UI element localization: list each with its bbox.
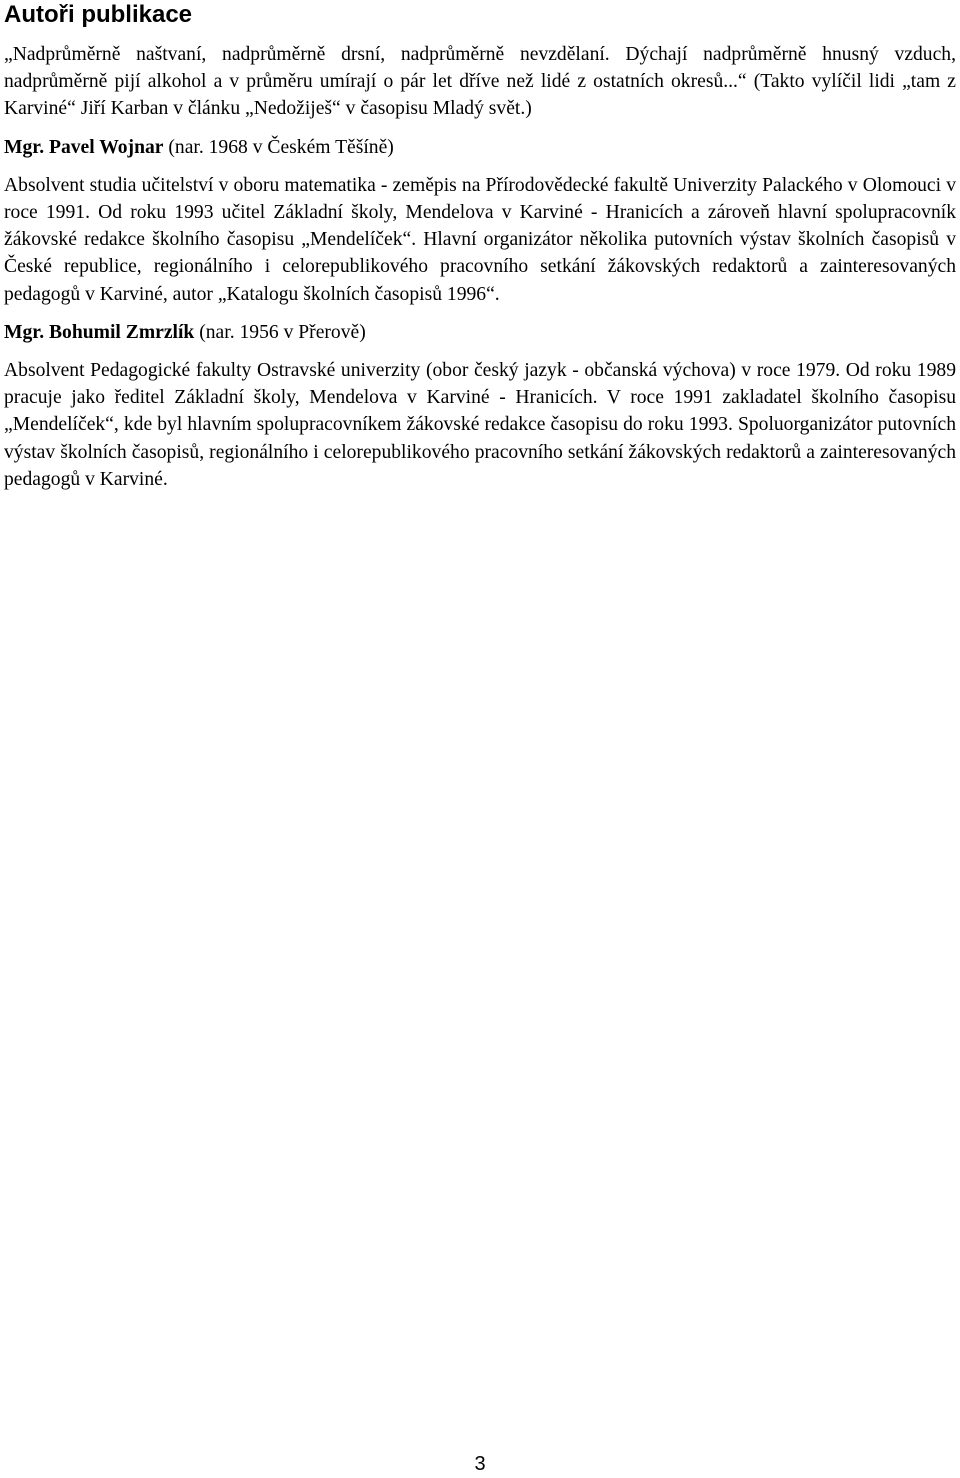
author-name-1: Mgr. Pavel Wojnar: [4, 136, 164, 158]
page-title: Autoři publikace: [4, 1, 193, 28]
author-name-2: Mgr. Bohumil Zmrzlík: [4, 321, 195, 343]
author-bio-1: Absolvent studia učitelství v oboru matematika - zeměpis na Přírodovědecké fakultě Univerzity Palackého v Olomouci v roce 1991. Od roku 1993 učitel Základní školy, Mendelova v Karviné - Hranicích a zároveň hlavní spolupracovník žákovské redakce školního časopisu „Mendelíček“. Hlavní organizátor několika putovních výstav školních časopisů v České republice, regionálního i celorepublikového pracovního setkání žákovských redaktorů a zainteresovaných pedagogů v Karviné, autor „Katalogu školních časopisů 1996“.: [4, 174, 956, 305]
author-heading-2: [4, 319, 956, 346]
page-number: 3: [474, 1453, 486, 1475]
author-details-1: (nar. 1968 v Českém Těšíně): [163, 136, 394, 158]
document-page: [4, 0, 956, 493]
author-heading-1: [4, 134, 956, 161]
intro-quote: „Nadprůměrně naštvaní, nadprůměrně drsní, nadprůměrně nevzdělaní. Dýchají nadprůměrně hnusný vzduch, nadprůměrně pijí alkohol a v průměru umírají o pár let dříve než lidé z ostatních okresů...“ (Takto vylíčil lidi „tam z Karviné“ Jiří Karban v článku „Nedožiješ“ v časopisu Mladý svět.): [4, 44, 956, 120]
author-bio-2: Absolvent Pedagogické fakulty Ostravské univerzity (obor český jazyk - občanská výchova) v roce 1979. Od roku 1989 pracuje jako ředitel Základní školy, Mendelova v Karviné - Hranicích. V roce 1991 zakladatel školního časopisu „Mendelíček“, kde byl hlavním spolupracovníkem žákovské redakce časopisu do roku 1993. Spoluorganizátor putovních výstav školních časopisů, regionálního i celorepublikového pracovního setkání žákovských redaktorů a zainteresovaných pedagogů v Karviné.: [4, 360, 956, 490]
author-details-2: (nar. 1956 v Přerově): [194, 321, 366, 343]
